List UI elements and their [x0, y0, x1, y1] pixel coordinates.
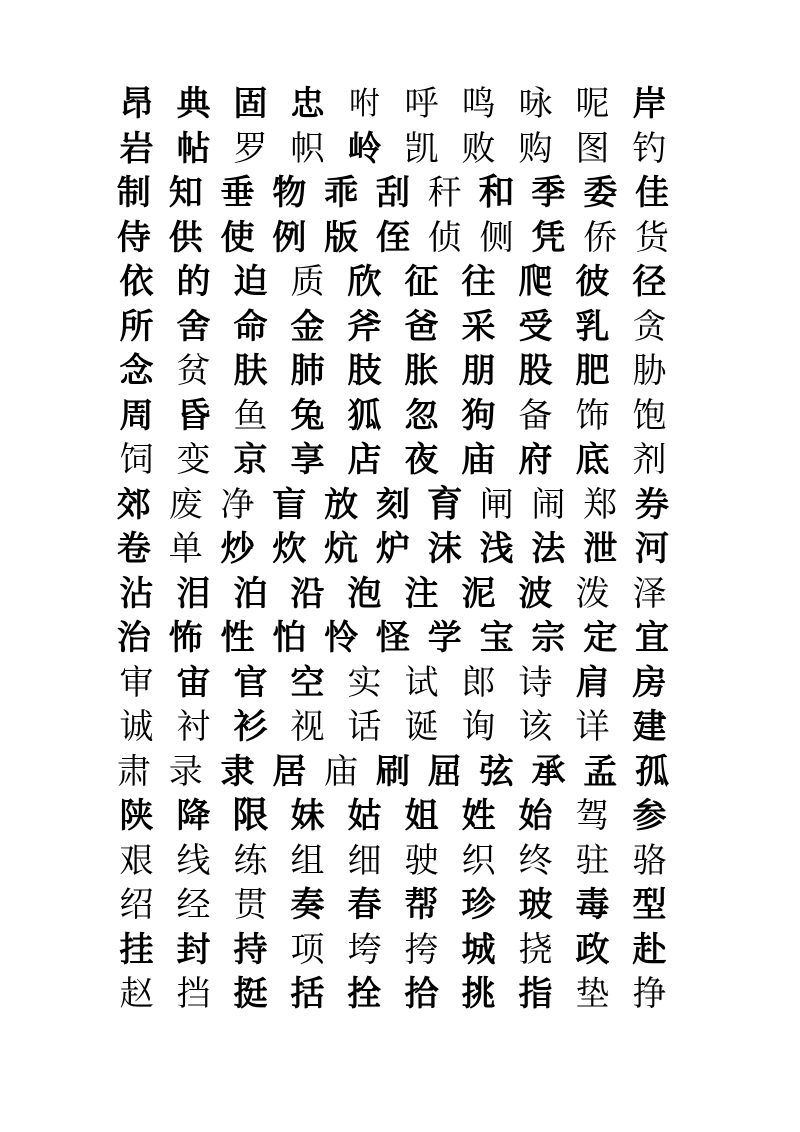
character-cell: 岩: [119, 128, 154, 169]
character-cell: 参: [632, 796, 667, 837]
character-cell: 享: [290, 440, 325, 481]
character-cell: 购: [518, 128, 553, 169]
character-cell: 隶: [220, 751, 255, 792]
character-cell: 饱: [632, 395, 667, 436]
character-cell: 项: [290, 929, 325, 970]
character-cell: 钓: [632, 128, 667, 169]
character-cell: 挺: [233, 974, 268, 1015]
character-cell: 岭: [347, 128, 382, 169]
character-cell: 昂: [119, 84, 154, 125]
character-cell: 浅: [479, 529, 514, 570]
character-cell: 宙: [176, 662, 211, 703]
character-cell: 征: [404, 262, 439, 303]
character-cell: 爬: [518, 262, 553, 303]
character-row: [108, 883, 678, 928]
character-row: [108, 171, 678, 216]
character-cell: 实: [347, 662, 382, 703]
character-cell: 周: [119, 395, 154, 436]
character-cell: 毒: [575, 885, 610, 926]
character-cell: 话: [347, 707, 382, 748]
character-cell: 垮: [347, 929, 382, 970]
character-cell: 季: [531, 173, 566, 214]
character-cell: 帜: [290, 128, 325, 169]
character-cell: 饰: [575, 395, 610, 436]
character-cell: 政: [575, 929, 610, 970]
character-cell: 忠: [290, 84, 325, 125]
character-row: [108, 260, 678, 305]
character-row: [108, 616, 678, 661]
character-cell: 型: [632, 885, 667, 926]
character-cell: 盲: [272, 484, 307, 525]
character-cell: 空: [290, 662, 325, 703]
character-cell: 泪: [176, 573, 211, 614]
character-cell: 承: [531, 751, 566, 792]
character-cell: 治: [116, 618, 151, 659]
character-cell: 屈: [427, 751, 462, 792]
character-cell: 京: [233, 440, 268, 481]
character-cell: 学: [427, 618, 462, 659]
character-cell: 练: [233, 840, 268, 881]
character-row: [108, 972, 678, 1017]
character-cell: 鱼: [233, 395, 268, 436]
character-cell: 迫: [233, 262, 268, 303]
character-cell: 春: [347, 885, 382, 926]
character-cell: 供: [168, 217, 203, 258]
character-cell: 肃: [116, 751, 151, 792]
character-row: [108, 794, 678, 839]
character-cell: 垂: [220, 173, 255, 214]
character-cell: 房: [632, 662, 667, 703]
character-row: [108, 349, 678, 394]
character-cell: 兔: [290, 395, 325, 436]
character-cell: 贪: [632, 306, 667, 347]
character-cell: 彼: [575, 262, 610, 303]
character-row: [108, 661, 678, 706]
character-cell: 怪: [375, 618, 410, 659]
character-cell: 图: [575, 128, 610, 169]
character-cell: 波: [518, 573, 553, 614]
character-cell: 性: [220, 618, 255, 659]
character-cell: 封: [176, 929, 211, 970]
character-cell: 绍: [119, 885, 154, 926]
character-cell: 凭: [531, 217, 566, 258]
character-cell: 沾: [119, 573, 154, 614]
character-cell: 指: [518, 974, 553, 1015]
character-cell: 降: [176, 796, 211, 837]
character-cell: 建: [632, 707, 667, 748]
character-cell: 沿: [290, 573, 325, 614]
character-cell: 炉: [375, 529, 410, 570]
character-cell: 城: [461, 929, 496, 970]
character-cell: 肢: [347, 351, 382, 392]
character-cell: 侍: [116, 217, 151, 258]
character-cell: 帖: [176, 128, 211, 169]
character-cell: 单: [168, 529, 203, 570]
character-cell: 炊: [272, 529, 307, 570]
character-cell: 挑: [461, 974, 496, 1015]
character-cell: 采: [461, 306, 496, 347]
character-cell: 经: [176, 885, 211, 926]
character-row: [108, 438, 678, 483]
character-cell: 刷: [375, 751, 410, 792]
character-cell: 咐: [349, 85, 380, 122]
character-cell: 狐: [347, 395, 382, 436]
character-cell: 终: [518, 840, 553, 881]
character-cell: 制: [116, 173, 151, 214]
character-cell: 炕: [324, 529, 359, 570]
character-row: [108, 216, 678, 261]
character-cell: 织: [461, 840, 496, 881]
character-cell: 物: [272, 173, 307, 214]
character-cell: 依: [119, 262, 154, 303]
character-row: [108, 572, 678, 617]
character-cell: 庙: [461, 440, 496, 481]
character-cell: 金: [290, 306, 325, 347]
character-cell: 所: [119, 306, 154, 347]
character-cell: 衫: [233, 707, 268, 748]
character-cell: 闸: [479, 484, 514, 525]
character-cell: 和: [478, 172, 515, 214]
character-cell: 命: [233, 306, 268, 347]
character-cell: 净: [220, 484, 255, 525]
character-cell: 郊: [116, 484, 151, 525]
character-cell: 郎: [461, 662, 496, 703]
character-cell: 肥: [575, 351, 610, 392]
character-cell: 郑: [583, 484, 618, 525]
character-cell: 挡: [176, 974, 211, 1015]
character-cell: 庙: [324, 751, 359, 792]
character-cell: 备: [518, 395, 553, 436]
character-cell: 宝: [479, 618, 514, 659]
character-cell: 育: [426, 483, 463, 525]
character-cell: 限: [232, 795, 269, 837]
character-cell: 泡: [347, 573, 382, 614]
character-cell: 炒: [220, 529, 255, 570]
character-cell: 录: [168, 751, 203, 792]
character-cell: 典: [176, 84, 211, 125]
character-cell: 注: [404, 573, 439, 614]
character-cell: 始: [518, 796, 553, 837]
character-cell: 线: [176, 840, 211, 881]
character-cell: 拴: [347, 974, 382, 1015]
character-cell: 挠: [518, 929, 553, 970]
character-cell: 泽: [632, 573, 667, 614]
character-cell: 例: [272, 217, 307, 258]
character-cell: 侄: [375, 217, 410, 258]
character-cell: 闹: [531, 484, 566, 525]
character-cell: 呼: [404, 84, 439, 125]
character-cell: 诗: [518, 662, 553, 703]
character-cell: 斧: [347, 306, 382, 347]
character-cell: 岸: [632, 84, 667, 125]
character-cell: 胀: [404, 351, 439, 392]
character-cell: 径: [632, 262, 667, 303]
character-row: [108, 82, 678, 127]
character-cell: 府: [518, 440, 553, 481]
character-cell: 卷: [116, 529, 151, 570]
character-cell: 念: [119, 351, 154, 392]
character-cell: 夜: [404, 440, 439, 481]
character-cell: 询: [461, 707, 496, 748]
character-cell: 使: [220, 217, 255, 258]
character-cell: 爸: [404, 306, 439, 347]
character-cell: 贯: [233, 885, 268, 926]
character-cell: 饲: [119, 440, 154, 481]
character-row: [108, 394, 678, 439]
character-cell: 侦: [427, 217, 462, 258]
character-cell: 持: [233, 929, 268, 970]
character-cell: 陕: [119, 796, 154, 837]
character-cell: 官: [233, 662, 268, 703]
character-cell: 知: [168, 173, 203, 214]
character-cell: 视: [290, 707, 325, 748]
character-cell: 肺: [290, 351, 325, 392]
character-cell: 受: [518, 306, 553, 347]
character-cell: 审: [119, 662, 154, 703]
character-cell: 艰: [119, 840, 154, 881]
character-cell: 驶: [404, 840, 439, 881]
character-cell: 垫: [575, 974, 610, 1015]
character-cell: 姓: [461, 796, 496, 837]
character-cell: 宜: [635, 618, 670, 659]
character-cell: 骆: [632, 840, 667, 881]
character-cell: 呢: [575, 84, 610, 125]
character-cell: 委: [583, 173, 618, 214]
character-cell: 怜: [324, 618, 359, 659]
character-cell: 券: [635, 484, 670, 525]
character-cell: 姑: [347, 796, 382, 837]
character-cell: 放: [324, 484, 359, 525]
character-cell: 怕: [272, 618, 307, 659]
character-cell: 奏: [290, 885, 325, 926]
character-cell: 妹: [290, 796, 325, 837]
character-cell: 宗: [531, 618, 566, 659]
character-cell: 河: [635, 529, 670, 570]
character-cell: 肩: [575, 662, 610, 703]
character-cell: 定: [583, 618, 618, 659]
character-cell: 该: [518, 707, 553, 748]
character-cell: 侨: [583, 217, 618, 258]
character-cell: 诚: [119, 707, 154, 748]
character-row: [108, 527, 678, 572]
character-cell: 挎: [404, 929, 439, 970]
character-cell: 的: [176, 262, 211, 303]
character-cell: 鸣: [461, 84, 496, 125]
character-cell: 股: [518, 351, 553, 392]
character-cell: 驻: [575, 840, 610, 881]
character-cell: 详: [575, 707, 610, 748]
character-cell: 泼: [575, 573, 610, 614]
character-cell: 刮: [375, 173, 410, 214]
character-cell: 挣: [632, 974, 667, 1015]
character-cell: 诞: [404, 707, 439, 748]
character-cell: 姐: [404, 796, 439, 837]
character-cell: 细: [347, 840, 382, 881]
character-cell: 变: [176, 440, 211, 481]
character-cell: 刻: [375, 484, 410, 525]
character-cell: 玻: [518, 885, 553, 926]
character-cell: 孟: [583, 751, 618, 792]
character-cell: 佳: [635, 173, 670, 214]
character-row: [108, 127, 678, 172]
character-cell: 怖: [168, 618, 203, 659]
character-cell: 弦: [479, 751, 514, 792]
character-row: [108, 483, 678, 528]
character-cell: 括: [290, 974, 325, 1015]
character-cell: 忽: [404, 395, 439, 436]
character-row: [108, 839, 678, 884]
character-cell: 试: [404, 662, 439, 703]
character-cell: 败: [461, 128, 496, 169]
character-cell: 胁: [632, 351, 667, 392]
character-cell: 衬: [176, 707, 211, 748]
character-cell: 昏: [176, 395, 211, 436]
character-cell: 珍: [461, 885, 496, 926]
character-cell: 贫: [176, 351, 211, 392]
character-cell: 朋: [461, 351, 496, 392]
character-cell: 凯: [404, 128, 439, 169]
character-row: [108, 750, 678, 795]
character-cell: 狗: [461, 395, 496, 436]
character-cell: 肤: [233, 351, 268, 392]
character-cell: 赵: [119, 974, 154, 1015]
character-cell: 秆: [427, 173, 462, 214]
character-cell: 剂: [632, 440, 667, 481]
character-cell: 底: [575, 440, 610, 481]
character-cell: 挂: [119, 929, 154, 970]
character-cell: 帮: [404, 885, 439, 926]
character-row: [108, 705, 678, 750]
character-cell: 质: [290, 262, 325, 303]
character-cell: 法: [531, 529, 566, 570]
character-cell: 货: [635, 217, 670, 258]
character-cell: 拾: [404, 974, 439, 1015]
character-cell: 泄: [583, 529, 618, 570]
character-cell: 侧: [479, 217, 514, 258]
character-cell: 赴: [632, 929, 667, 970]
character-cell: 泥: [461, 573, 496, 614]
character-cell: 罗: [233, 128, 268, 169]
character-cell: 驾: [575, 796, 610, 837]
character-grid: [108, 82, 678, 1017]
character-cell: 舍: [176, 306, 211, 347]
character-cell: 乖: [324, 173, 359, 214]
character-cell: 咏: [518, 84, 553, 125]
character-row: [108, 305, 678, 350]
character-cell: 居: [272, 751, 307, 792]
character-cell: 店: [347, 440, 382, 481]
character-cell: 沫: [427, 529, 462, 570]
character-cell: 欣: [347, 262, 382, 303]
character-cell: 往: [461, 262, 496, 303]
character-row: [108, 928, 678, 973]
character-cell: 乳: [575, 306, 610, 347]
character-cell: 版: [324, 217, 359, 258]
character-cell: 固: [233, 84, 268, 125]
character-cell: 组: [290, 840, 325, 881]
character-cell: 泊: [233, 573, 268, 614]
character-cell: 孤: [635, 751, 670, 792]
character-cell: 废: [168, 484, 203, 525]
